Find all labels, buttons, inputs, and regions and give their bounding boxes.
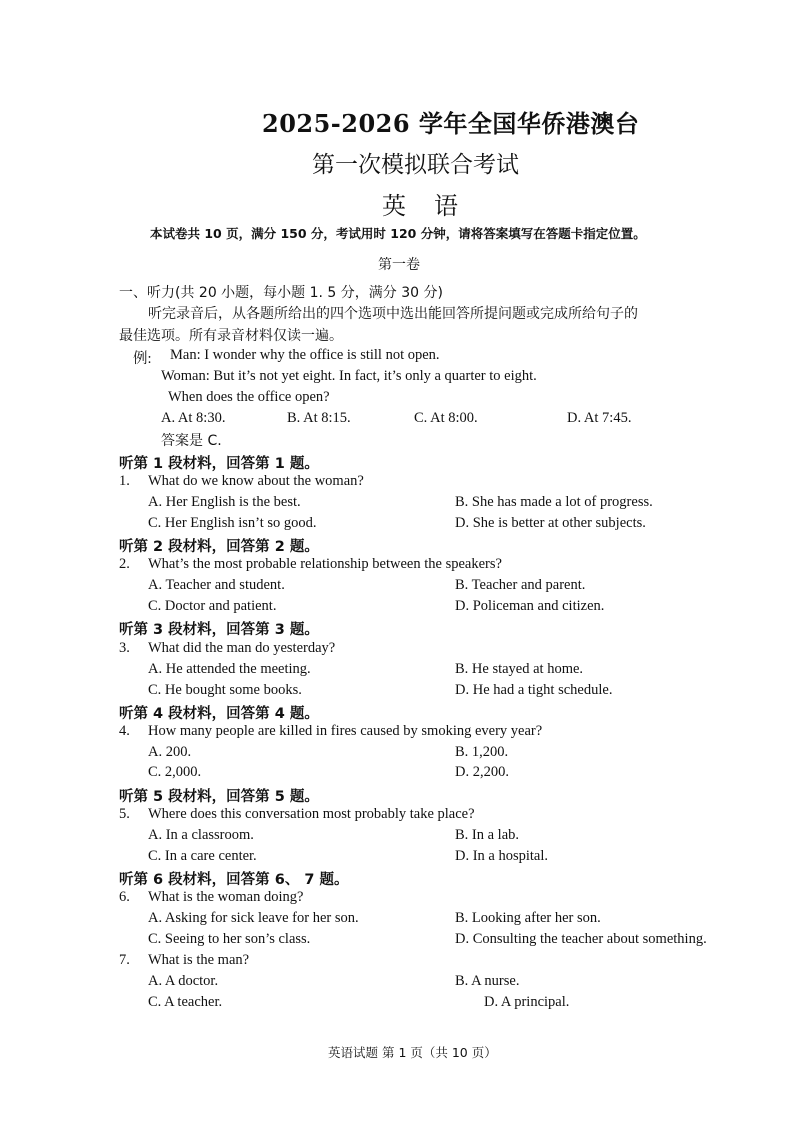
option-d: D. A principal.: [484, 994, 570, 1010]
option-c: C. Seeing to her son’s class.: [148, 931, 311, 947]
option-d: D. He had a tight schedule.: [455, 682, 613, 698]
question-number: 5.: [119, 806, 130, 822]
option-d: D. 2,200.: [455, 764, 509, 780]
option-b: B. Teacher and parent.: [455, 577, 586, 593]
option-c: C. Doctor and patient.: [148, 598, 277, 614]
example-option-d: D. At 7:45.: [567, 410, 632, 426]
question-number: 7.: [119, 952, 130, 968]
question-number: 4.: [119, 723, 130, 739]
option-b: B. She has made a lot of progress.: [455, 494, 653, 510]
segment-heading: 听第 2 段材料，回答第 2 题。: [119, 539, 319, 555]
option-c: C. In a care center.: [148, 848, 257, 864]
option-b: B. He stayed at home.: [455, 661, 584, 677]
option-c: C. Her English isn’t so good.: [148, 515, 317, 531]
segment-heading: 听第 4 段材料，回答第 4 题。: [119, 706, 319, 722]
example-option-b: B. At 8:15.: [287, 410, 351, 426]
subject-title: 英 语: [382, 192, 460, 220]
segment-heading: 听第 3 段材料，回答第 3 题。: [119, 622, 319, 638]
question-text: What did the man do yesterday?: [148, 640, 336, 656]
segment-heading: 听第 6 段材料，回答第 6、 7 题。: [119, 872, 349, 888]
title-line1: 2025-2026 学年全国华侨港澳台: [262, 109, 640, 138]
option-a: A. Her English is the best.: [148, 494, 301, 510]
option-a: A. In a classroom.: [148, 827, 254, 843]
question-number: 3.: [119, 640, 130, 656]
option-d: D. In a hospital.: [455, 848, 549, 864]
question-text: What’s the most probable relationship between the speakers?: [148, 556, 502, 572]
option-b: B. 1,200.: [455, 744, 509, 760]
section-heading: 一、听力(共 20 小题，每小题 1. 5 分，满分 30 分): [119, 285, 443, 301]
question-text: What is the woman doing?: [148, 889, 304, 905]
example-line1: Man: I wonder why the office is still not open.: [170, 347, 440, 363]
question-number: 6.: [119, 889, 130, 905]
example-option-a: A. At 8:30.: [161, 410, 226, 426]
option-a: A. He attended the meeting.: [148, 661, 311, 677]
option-c: C. 2,000.: [148, 764, 202, 780]
question-text: How many people are killed in fires caused by smoking every year?: [148, 723, 543, 739]
option-d: D. She is better at other subjects.: [455, 515, 646, 531]
segment-heading: 听第 5 段材料，回答第 5 题。: [119, 789, 319, 805]
option-a: A. Asking for sick leave for her son.: [148, 910, 359, 926]
option-c: C. A teacher.: [148, 994, 223, 1010]
question-number: 1.: [119, 473, 130, 489]
title-line2: 第一次模拟联合考试: [312, 152, 519, 178]
option-a: A. Teacher and student.: [148, 577, 285, 593]
segment-heading: 听第 1 段材料，回答第 1 题。: [119, 456, 319, 472]
question-text: What do we know about the woman?: [148, 473, 364, 489]
example-label: 例:: [133, 351, 152, 367]
example-question: When does the office open?: [168, 389, 330, 405]
option-d: D. Policeman and citizen.: [455, 598, 605, 614]
option-b: B. In a lab.: [455, 827, 520, 843]
option-a: A. A doctor.: [148, 973, 219, 989]
option-a: A. 200.: [148, 744, 192, 760]
question-text: What is the man?: [148, 952, 250, 968]
question-text: Where does this conversation most probably take place?: [148, 806, 475, 822]
example-option-c: C. At 8:00.: [414, 410, 478, 426]
option-d: D. Consulting the teacher about something.: [455, 931, 707, 947]
question-number: 2.: [119, 556, 130, 572]
instruction-line2: 最佳选项。所有录音材料仅读一遍。: [119, 328, 343, 344]
volume-label: 第一卷: [378, 257, 420, 273]
option-b: B. A nurse.: [455, 973, 520, 989]
page-footer: 英语试题 第 1 页（共 10 页）: [328, 1045, 497, 1060]
example-answer: 答案是 C.: [161, 433, 222, 449]
exam-note: 本试卷共 10 页，满分 150 分，考试用时 120 分钟，请将答案填写在答题卡指定位置。: [150, 226, 646, 241]
example-line2: Woman: But it’s not yet eight. In fact, it’s only a quarter to eight.: [161, 368, 537, 384]
option-c: C. He bought some books.: [148, 682, 302, 698]
option-b: B. Looking after her son.: [455, 910, 601, 926]
instruction-line1: 听完录音后，从各题所给出的四个选项中选出能回答所提问题或完成所给句子的: [148, 306, 638, 322]
